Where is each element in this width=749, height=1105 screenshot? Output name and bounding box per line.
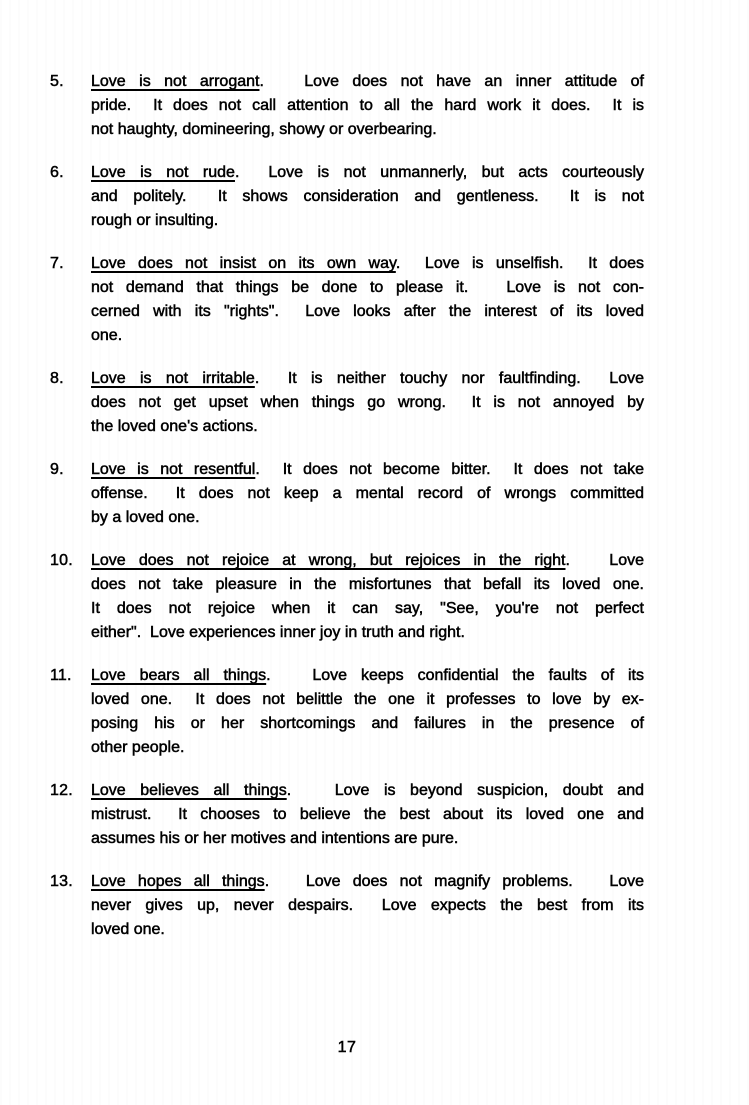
item-line: rough or insulting. bbox=[91, 212, 219, 229]
item-title-underlined: Love is not rude bbox=[91, 164, 235, 181]
item-text bbox=[91, 70, 644, 142]
item-line: the loved one's actions. bbox=[91, 418, 258, 435]
item-line: Love is not arrogant. Love does not have an inner attitude of bbox=[91, 73, 645, 90]
list-item bbox=[50, 70, 644, 142]
numbered-list bbox=[50, 70, 644, 961]
list-item bbox=[50, 870, 644, 942]
item-line: Love is not irritable. It is neither touchy nor faultfinding. Love bbox=[91, 370, 644, 387]
list-item bbox=[50, 458, 644, 530]
list-item bbox=[50, 252, 644, 348]
item-line: and politely. It shows consideration and gentleness. It is not bbox=[91, 188, 644, 205]
item-text bbox=[91, 664, 644, 760]
item-line: mistrust. It chooses to believe the best about its loved one and bbox=[91, 806, 644, 823]
item-text bbox=[91, 252, 644, 348]
item-number: 5. bbox=[50, 73, 64, 90]
list-item bbox=[50, 779, 644, 851]
item-title-underlined: Love does not rejoice at wrong, but rejoices in the right bbox=[91, 552, 566, 569]
item-title-underlined: Love believes all things bbox=[91, 782, 287, 799]
list-item bbox=[50, 664, 644, 760]
item-line: not demand that things be done to please it. Love is not con- bbox=[91, 279, 644, 296]
item-line: assumes his or her motives and intentions are pure. bbox=[91, 830, 459, 847]
item-text bbox=[91, 458, 644, 530]
item-text bbox=[91, 779, 644, 851]
page-number: 17 bbox=[337, 1039, 357, 1056]
item-title-underlined: Love is not resentful bbox=[91, 461, 256, 478]
item-line: Love does not insist on its own way. Love is unselfish. It does bbox=[91, 255, 644, 272]
item-title-underlined: Love bears all things bbox=[91, 667, 267, 684]
item-line: loved one. It does not belittle the one it professes to love by ex- bbox=[91, 691, 644, 708]
item-line: It does not rejoice when it can say, "See, you're not perfect bbox=[91, 600, 644, 617]
item-title-underlined: Love hopes all things bbox=[91, 873, 265, 890]
item-line: other people. bbox=[91, 739, 185, 756]
item-number: 7. bbox=[50, 255, 64, 272]
item-number: 13. bbox=[50, 873, 73, 890]
item-line: does not take pleasure in the misfortunes that befall its loved one. bbox=[91, 576, 644, 593]
item-line: offense. It does not keep a mental record of wrongs committed bbox=[91, 485, 644, 502]
list-item bbox=[50, 549, 644, 645]
item-line: pride. It does not call attention to all the hard work it does. It is bbox=[91, 97, 644, 114]
item-line: cerned with its "rights". Love looks after the interest of its loved bbox=[91, 303, 644, 320]
item-line: posing his or her shortcomings and failures in the presence of bbox=[91, 715, 644, 732]
item-text bbox=[91, 161, 644, 233]
item-line: Love believes all things. Love is beyond suspicion, doubt and bbox=[91, 782, 645, 799]
item-number: 11. bbox=[50, 667, 72, 684]
item-number: 6. bbox=[50, 164, 64, 181]
list-item bbox=[50, 161, 644, 233]
item-title-underlined: Love is not irritable bbox=[91, 370, 255, 387]
item-number: 12. bbox=[50, 782, 73, 799]
item-line: Love bears all things. Love keeps confidential the faults of its bbox=[91, 667, 644, 684]
item-line: Love hopes all things. Love does not magnify problems. Love bbox=[91, 873, 645, 890]
item-line: by a loved one. bbox=[91, 509, 200, 526]
item-line: does not get upset when things go wrong. It is not annoyed by bbox=[91, 394, 644, 411]
item-line: Love is not resentful. It does not become bitter. It does not take bbox=[91, 461, 645, 478]
item-number: 10. bbox=[50, 552, 73, 569]
item-title-underlined: Love does not insist on its own way bbox=[91, 255, 396, 272]
item-text bbox=[91, 549, 644, 645]
item-line: either". Love experiences inner joy in truth and right. bbox=[91, 624, 465, 641]
item-line: one. bbox=[91, 327, 123, 344]
item-title-underlined: Love is not arrogant bbox=[91, 73, 260, 90]
list-item bbox=[50, 367, 644, 439]
item-line: Love does not rejoice at wrong, but rejoices in the right. Love bbox=[91, 552, 644, 569]
item-line: loved one. bbox=[91, 921, 165, 938]
item-number: 8. bbox=[50, 370, 64, 387]
item-number: 9. bbox=[50, 461, 64, 478]
item-text bbox=[91, 367, 644, 439]
item-line: Love is not rude. Love is not unmannerly, but acts courteously bbox=[91, 164, 645, 181]
item-line: not haughty, domineering, showy or overbearing. bbox=[91, 121, 437, 138]
item-text bbox=[91, 870, 644, 942]
item-line: never gives up, never despairs. Love expects the best from its bbox=[91, 897, 644, 914]
